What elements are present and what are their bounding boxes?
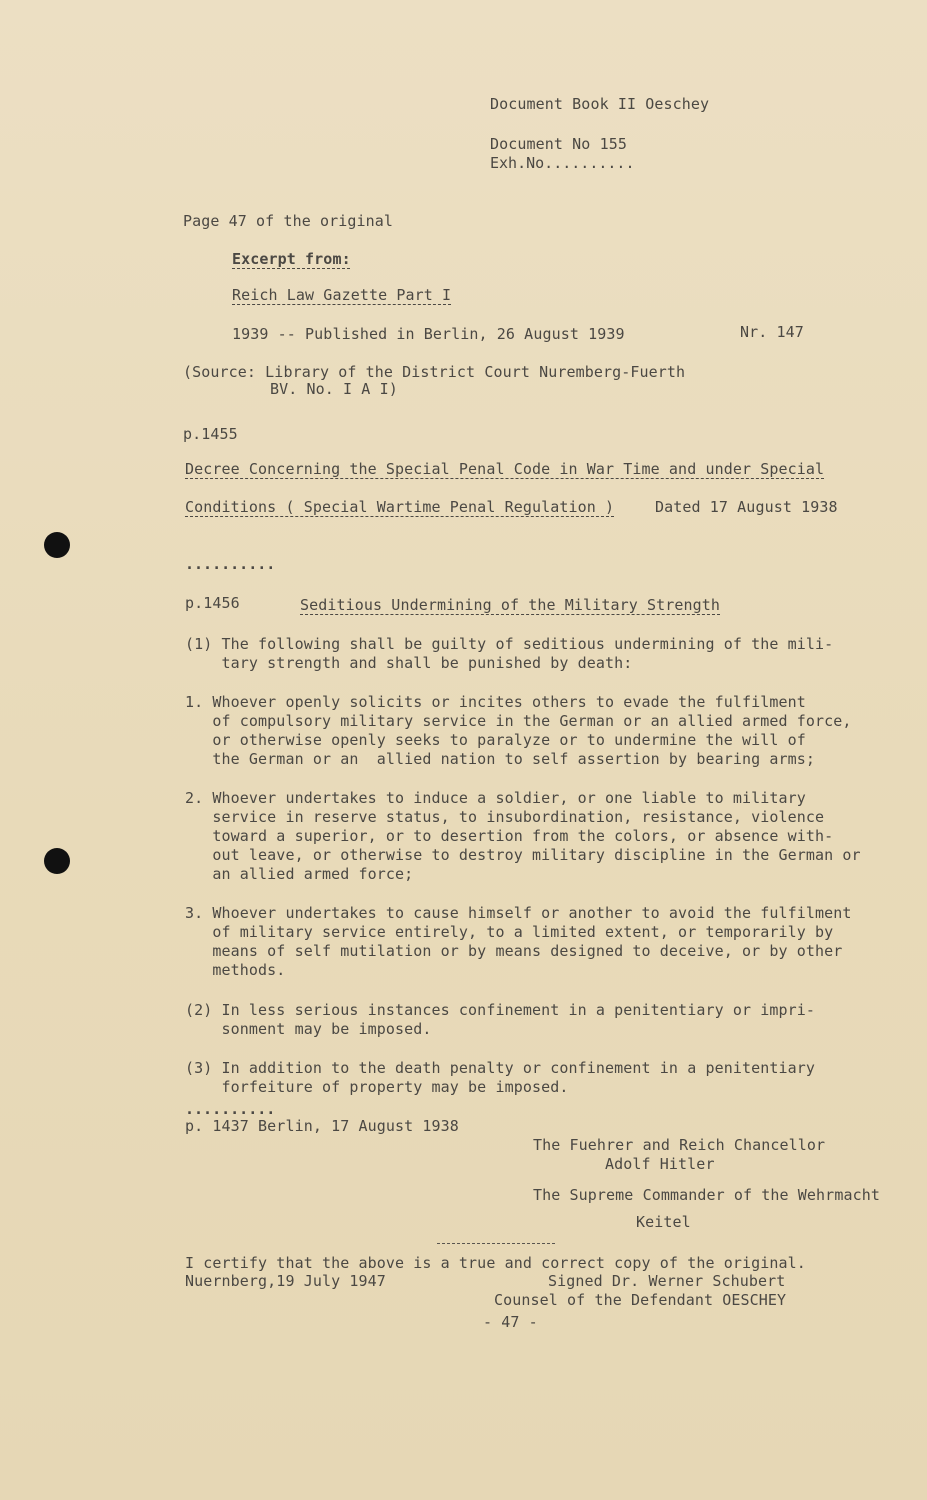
signatory-title-fuehrer: The Fuehrer and Reich Chancellor	[533, 1136, 826, 1154]
decree-title-line-1: Decree Concerning the Special Penal Code in War Time and under Special	[185, 460, 825, 478]
paragraph-2-line-1: (2) In less serious instances confinement in a penitentiary or impri-	[185, 1001, 816, 1019]
original-page-reference: Page 47 of the original	[183, 212, 394, 230]
paragraph-1-line-2: tary strength and shall be punished by death:	[185, 654, 633, 672]
gazette-number: Nr. 147	[740, 323, 804, 341]
paragraph-1-line-1: (1) The following shall be guilty of seditious undermining of the mili-	[185, 635, 834, 653]
section-heading: Seditious Undermining of the Military Strength	[300, 596, 721, 614]
item-3-line-1: 3. Whoever undertakes to cause himself or another to avoid the fulfilment	[185, 904, 852, 922]
signatory-title-supreme-commander: The Supreme Commander of the Wehrmacht	[533, 1186, 880, 1204]
paragraph-3-line-1: (3) In addition to the death penalty or confinement in a penitentiary	[185, 1059, 816, 1077]
exhibit-number: Exh.No..........	[490, 154, 635, 172]
certification-place-date: Nuernberg,19 July 1947	[185, 1272, 386, 1290]
item-3-line-2: of military service entirely, to a limited extent, or temporarily by	[185, 923, 834, 941]
document-number: Document No 155	[490, 135, 627, 153]
paragraph-3-line-2: forfeiture of property may be imposed.	[185, 1078, 569, 1096]
page-1455-marker: p.1455	[183, 425, 238, 443]
item-2-line-1: 2. Whoever undertakes to induce a soldier, or one liable to military	[185, 789, 806, 807]
signatory-name-hitler: Adolf Hitler	[605, 1155, 715, 1173]
item-1-line-4: the German or an allied nation to self assertion by bearing arms;	[185, 750, 816, 768]
item-3-line-4: methods.	[185, 961, 286, 979]
item-1-line-3: or otherwise openly seeks to paralyze or to undermine the will of	[185, 731, 806, 749]
item-1-line-2: of compulsory military service in the German or an allied armed force,	[185, 712, 852, 730]
publication-line: 1939 -- Published in Berlin, 26 August 1939	[232, 325, 625, 343]
decree-title-line-2: Conditions ( Special Wartime Penal Regulation )	[185, 498, 615, 516]
paragraph-2-line-2: sonment may be imposed.	[185, 1020, 432, 1038]
excerpt-label: Excerpt from:	[232, 250, 351, 268]
certifier-signature: Signed Dr. Werner Schubert	[548, 1272, 786, 1290]
certifier-role: Counsel of the Defendant OESCHEY	[494, 1291, 787, 1309]
item-2-line-4: out leave, or otherwise to destroy military discipline in the German or	[185, 846, 861, 864]
gazette-title: Reich Law Gazette Part I	[232, 286, 452, 304]
item-2-line-2: service in reserve status, to insubordination, resistance, violence	[185, 808, 825, 826]
item-2-line-3: toward a superior, or to desertion from the colors, or absence with-	[185, 827, 834, 845]
ellipsis-separator: ..........	[185, 555, 276, 573]
ellipsis-separator-2: ..........	[185, 1100, 276, 1118]
punch-hole-upper	[44, 532, 70, 558]
separator-rule	[437, 1243, 555, 1244]
signatory-name-keitel: Keitel	[636, 1213, 691, 1231]
document-book-label: Document Book II Oeschey	[490, 95, 710, 113]
punch-hole-lower	[44, 848, 70, 874]
source-line: (Source: Library of the District Court Nuremberg-Fuerth	[183, 363, 686, 381]
source-line-continued: BV. No. I A I)	[270, 380, 398, 398]
page-number: - 47 -	[483, 1313, 538, 1331]
item-2-line-5: an allied armed force;	[185, 865, 414, 883]
item-3-line-3: means of self mutilation or by means designed to deceive, or by other	[185, 942, 843, 960]
page-1456-marker: p.1456	[185, 594, 240, 612]
decree-date: Dated 17 August 1938	[655, 498, 838, 516]
item-1-line-1: 1. Whoever openly solicits or incites others to evade the fulfilment	[185, 693, 806, 711]
page-1437-signing-place-date: p. 1437 Berlin, 17 August 1938	[185, 1117, 459, 1135]
certification-statement: I certify that the above is a true and correct copy of the original.	[185, 1254, 806, 1272]
